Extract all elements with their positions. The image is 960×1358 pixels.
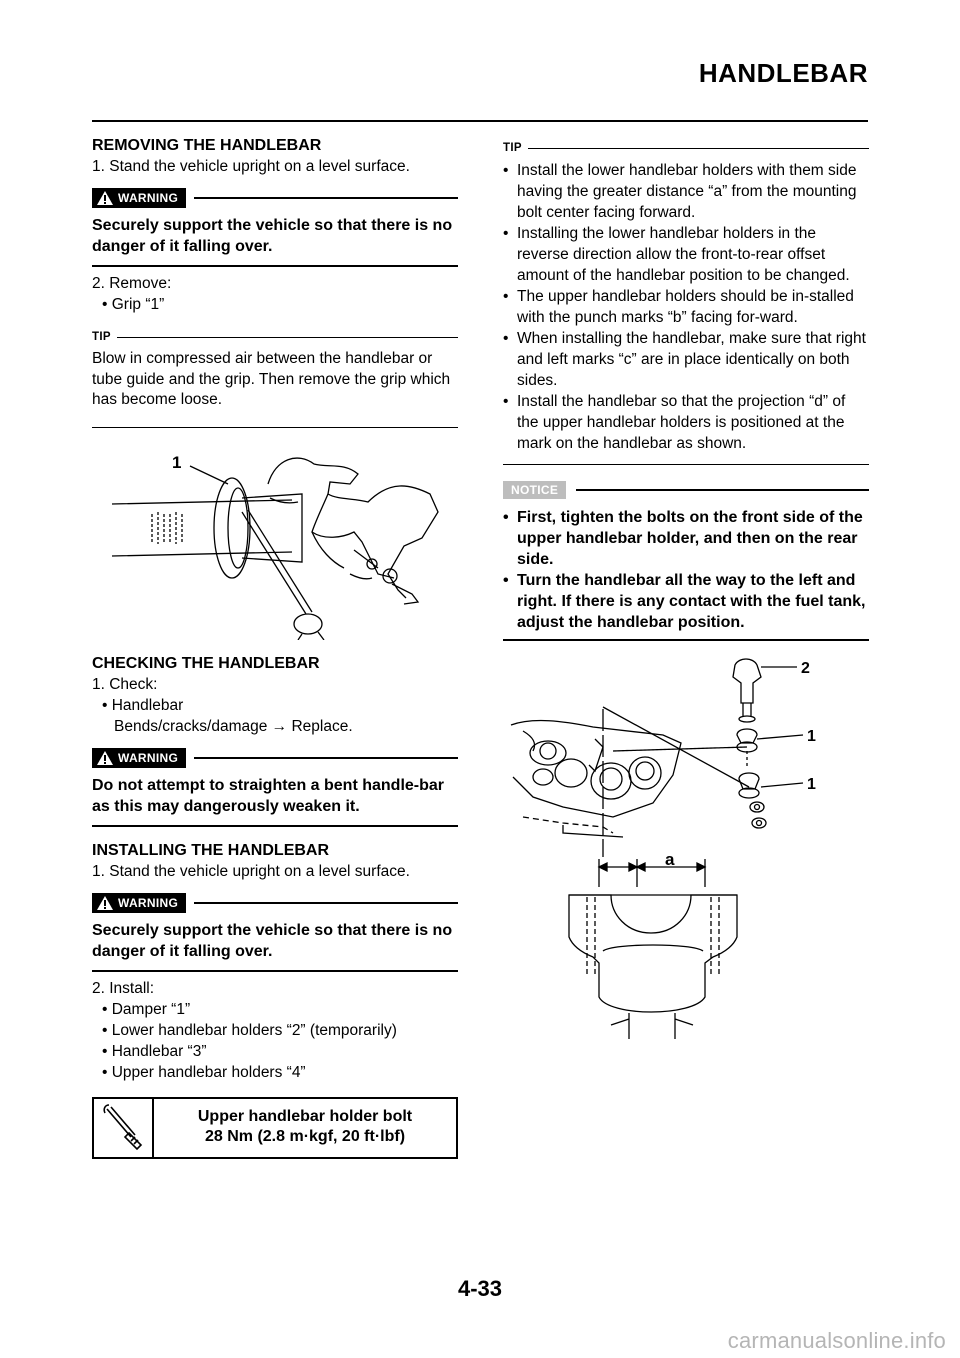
warning-label: WARNING	[118, 750, 179, 765]
section-title-installing: INSTALLING THE HANDLEBAR	[92, 841, 330, 859]
figure-callout: 1	[807, 728, 816, 745]
section-title-checking: CHECKING THE HANDLEBAR	[92, 654, 320, 672]
installing-item: • Lower handlebar holders “2” (temporarily)	[102, 1021, 397, 1039]
warning-text: Securely support the vehicle so that there is no danger of it falling over.	[92, 217, 453, 255]
removing-step-2-item: • Grip “1”	[102, 296, 165, 313]
installing-item: • Damper “1”	[102, 1000, 191, 1018]
warning-text: Securely support the vehicle so that there is no danger of it falling over.	[92, 921, 453, 960]
torque-spec-box	[92, 1097, 458, 1159]
footer-watermark: carmanualsonline.info	[727, 1328, 946, 1353]
warning-badge	[92, 188, 186, 208]
notice-bullet: • Turn the handlebar all the way to the left and right. If there is any contact with the fuel tank, adjust the handlebar position.	[503, 570, 869, 633]
installing-item: • Upper handlebar holders “4”	[102, 1063, 306, 1081]
tip-bullet: • Install the lower handlebar holders with them side having the greater distance “a” from the mounting bolt center facing forward.	[503, 160, 869, 223]
header-rule	[92, 120, 868, 122]
torque-wrench-icon	[94, 1099, 154, 1157]
checking-item-detail: Bends/cracks/damage → Replace.	[114, 717, 353, 735]
warning-icon	[96, 190, 114, 206]
warning-bottom-rule	[92, 265, 458, 267]
installing-item: • Handlebar “3”	[102, 1042, 207, 1060]
handlebar-holder-illustration	[503, 647, 869, 1067]
warning-label: WARNING	[118, 895, 179, 910]
notice-header	[503, 479, 869, 501]
grip-removal-illustration	[92, 428, 458, 640]
torque-spec-title: Upper handlebar holder bolt	[197, 1107, 413, 1125]
tip-bullet: • Installing the lower handlebar holders in the reverse direction allow the front-to-rear offset amount of the handlebar position to be changed.	[503, 223, 869, 286]
warning-header	[92, 187, 458, 209]
checking-item: • Handlebar	[102, 696, 184, 714]
figure-callout: 1	[807, 776, 816, 793]
installing-step-2: 2. Install:	[92, 979, 155, 997]
section-title-removing: REMOVING THE HANDLEBAR	[92, 137, 322, 154]
notice-bullet-list	[503, 507, 869, 633]
tip-label: TIP	[92, 331, 111, 343]
page-title: HANDLEBAR	[698, 58, 868, 88]
notice-bullet: • First, tighten the bolts on the front side of the upper handlebar holder, and then on the rear side.	[503, 507, 869, 570]
tip-header	[92, 329, 458, 345]
figure-callout-1: 1	[172, 452, 182, 472]
tip-text: Blow in compressed air between the handlebar or tube guide and the grip. Then remove the grip which has become loose.	[92, 350, 451, 408]
tip-bullet: • Install the handlebar so that the projection “d” of the upper handlebar holders is positioned at the mark on the handlebar as shown.	[503, 391, 869, 454]
page-number: 4-33	[457, 1276, 503, 1301]
warning-bottom-rule	[92, 825, 458, 827]
notice-badge: NOTICE	[503, 481, 566, 499]
warning-label: WARNING	[118, 191, 179, 205]
installing-step-1: 1. Stand the vehicle upright on a level surface.	[92, 862, 410, 880]
checking-step-1: 1. Check:	[92, 675, 158, 693]
dimension-label-a: a	[665, 850, 675, 869]
tip-bullet: • The upper handlebar holders should be in-stalled with the punch marks “b” facing for-ward.	[503, 286, 869, 328]
warning-header	[92, 747, 458, 769]
warning-icon	[96, 895, 114, 911]
tip-label: TIP	[503, 142, 522, 154]
warning-icon	[96, 750, 114, 766]
warning-bottom-rule	[92, 970, 458, 972]
tip-header	[503, 140, 869, 156]
warning-badge	[92, 893, 186, 913]
figure-callout: 2	[801, 660, 810, 677]
torque-spec-text	[154, 1099, 456, 1157]
torque-spec-value: 28 Nm (2.8 m·kgf, 20 ft·lbf)	[204, 1127, 406, 1145]
tip-bullet: • When installing the handlebar, make sure that right and left marks “c” are in place identically on both sides.	[503, 328, 869, 391]
removing-step-2: 2. Remove:	[92, 275, 172, 292]
tip-bullet-list	[503, 160, 869, 454]
warning-header	[92, 892, 458, 914]
warning-badge	[92, 748, 186, 768]
warning-text: Do not attempt to straighten a bent handle-bar as this may dangerously weaken it.	[92, 776, 445, 815]
left-column	[92, 136, 458, 1159]
removing-step-1: 1. Stand the vehicle upright on a level surface.	[92, 158, 410, 175]
right-column	[503, 136, 869, 1067]
